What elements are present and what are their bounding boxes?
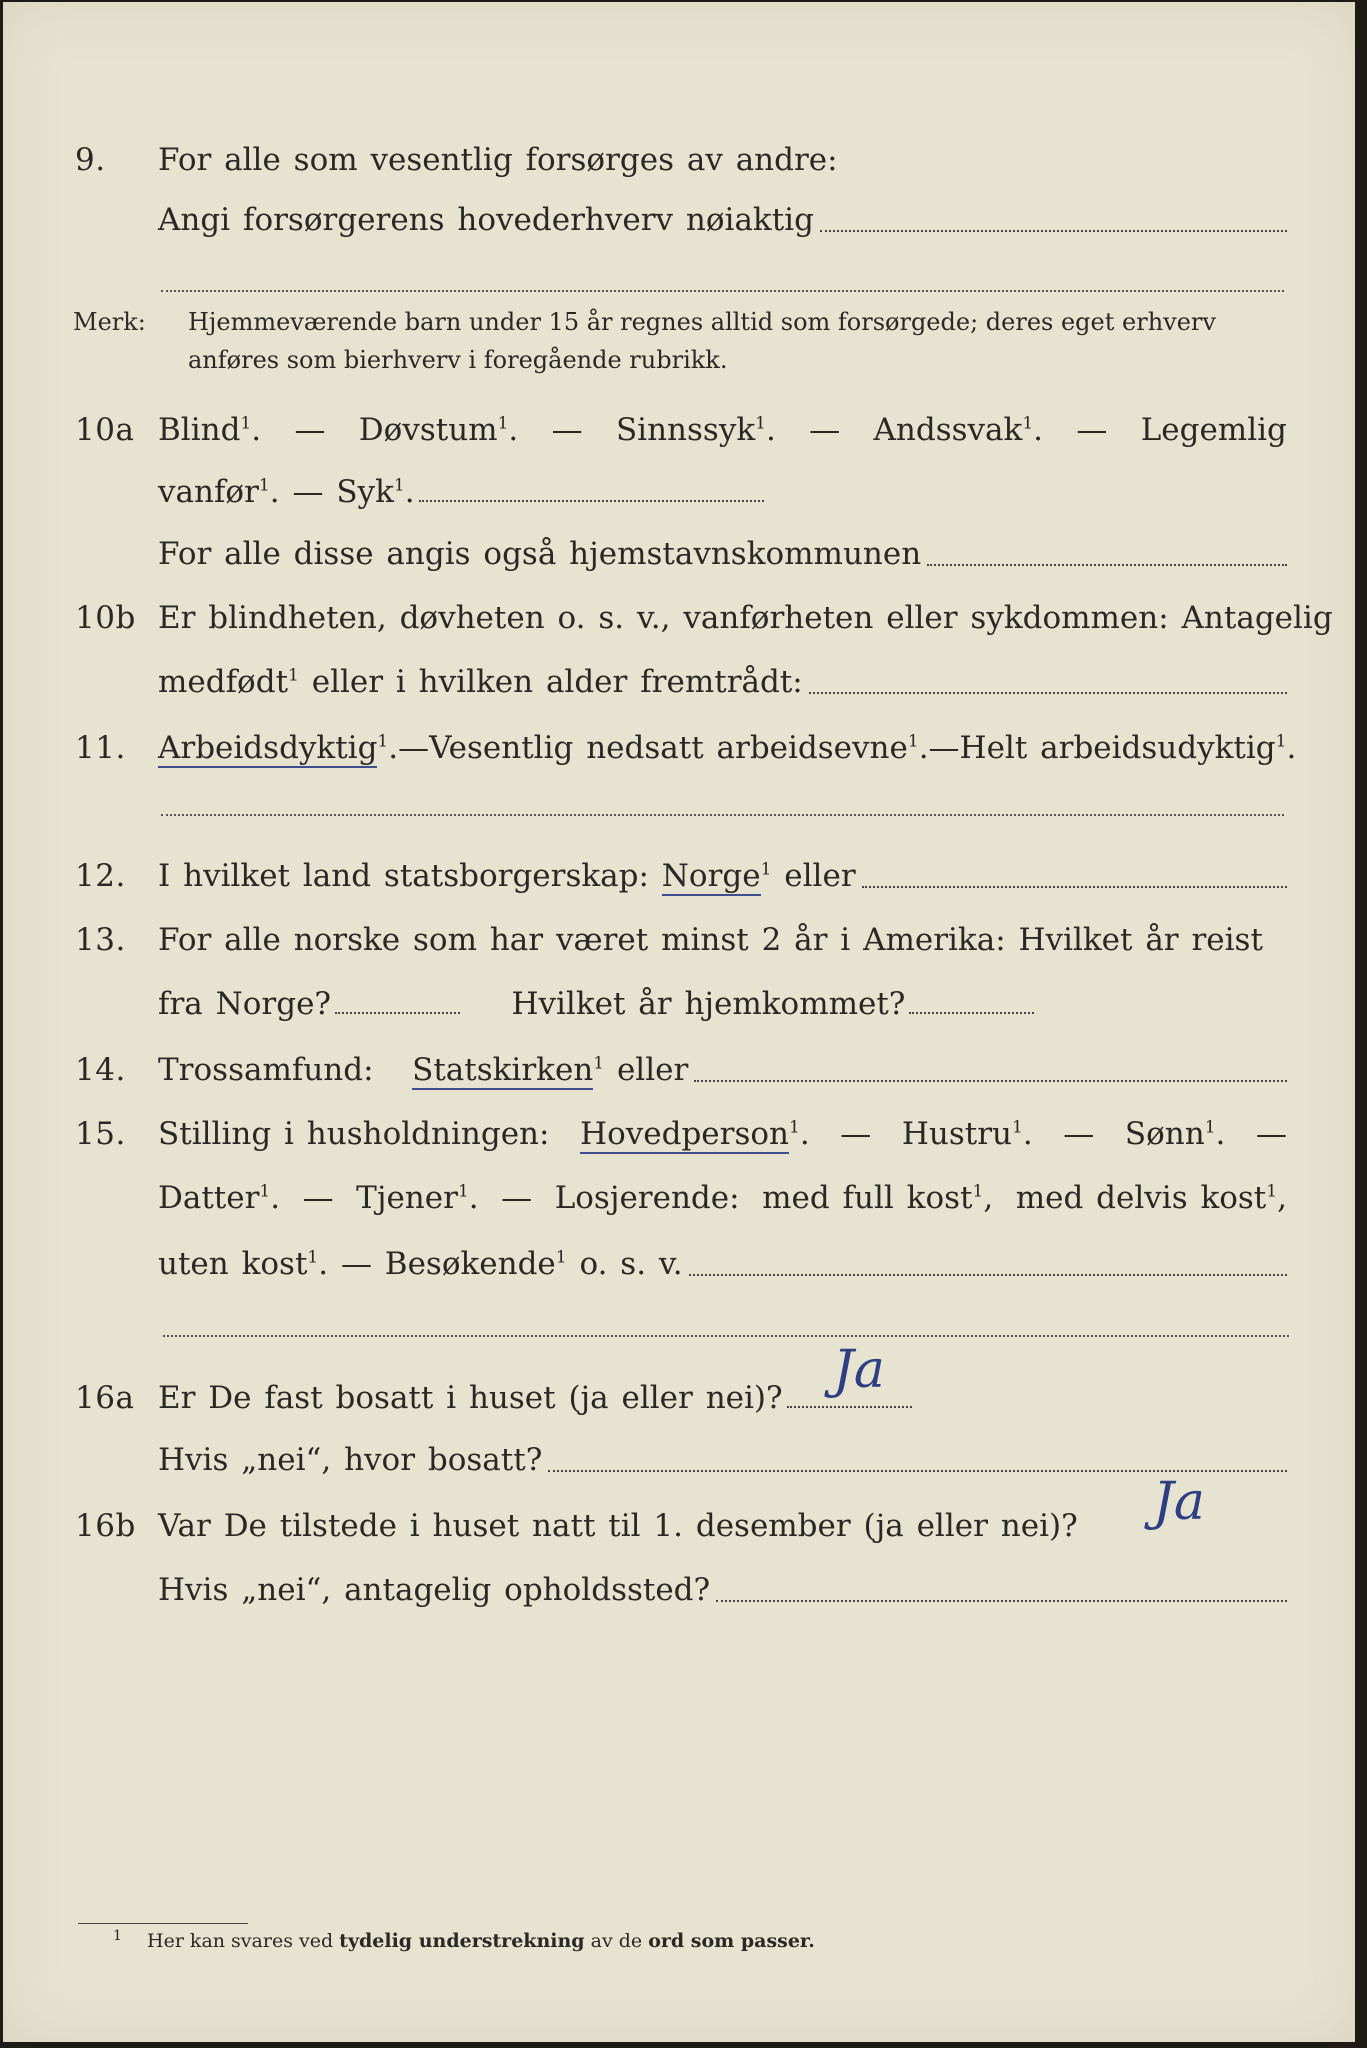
answer-line[interactable] xyxy=(335,1010,460,1014)
answer-line[interactable] xyxy=(163,1335,1289,1337)
census-form-page xyxy=(3,2,1355,2042)
answer-line[interactable] xyxy=(689,1244,1287,1276)
question-number: 11. xyxy=(75,730,126,766)
answer-line[interactable] xyxy=(716,1570,1287,1602)
question-15-line-2: Datter$^1$. — Tjener$^1$. — Losjerende: med full kost$^1$, med delvis kost$^1$, xyxy=(158,1180,1287,1216)
footnote: 1 Her kan svares ved tydelig understrekning av de ord som passer. xyxy=(113,1928,815,1952)
question-9 xyxy=(3,130,1355,190)
question-16b-line-2: Hvis „nei“, antagelig opholdssted? xyxy=(3,1560,1355,1620)
answer-line[interactable] xyxy=(820,200,1287,232)
question-10a: 10a Blind$^1$. — Døvstum$^1$. — Sinnssyk$^1$. — Andssvak$^1$. — Legemlig xyxy=(75,412,1287,448)
question-12: 12. I hvilket land statsborgerskap: Norge$^1$ eller xyxy=(3,846,1355,906)
question-text: For alle norske som har været minst 2 år i Amerika: Hvilket år reist xyxy=(158,922,1263,958)
question-13 xyxy=(3,910,1355,970)
answer-line[interactable] xyxy=(787,1404,912,1408)
question-number: 16a xyxy=(75,1380,135,1416)
question-number: 10b xyxy=(75,600,136,636)
answer-line[interactable] xyxy=(809,662,1287,694)
question-10b xyxy=(3,588,1355,648)
handwritten-answer-16b: Ja xyxy=(1153,1472,1205,1532)
question-16a: 16a Er De fast bosatt i huset (ja eller nei)? xyxy=(3,1368,1355,1428)
question-text: Angi forsørgerens hovederhverv nøiaktig xyxy=(158,202,814,238)
answer-line[interactable] xyxy=(862,856,1287,888)
question-text: For alle som vesentlig forsørges av andre: xyxy=(158,142,838,178)
question-10a-line-2: vanfør$^1$. — Syk$^1$. xyxy=(3,462,1355,522)
question-11: 11. Arbeidsdyktig$^1$. — Vesentlig nedsatt arbeidsevne$^1$. — Helt arbeidsudyktig$^1$. xyxy=(75,730,1297,766)
answer-line[interactable] xyxy=(161,814,1284,816)
note-text-line-1: Hjemmeværende barn under 15 år regnes alltid som forsørgede; deres eget erhverv xyxy=(188,308,1216,336)
handwritten-answer-16a: Ja xyxy=(833,1340,885,1400)
question-number: 13. xyxy=(75,922,126,958)
question-16a-line-2: Hvis „nei“, hvor bosatt? xyxy=(3,1430,1355,1490)
question-9-line-2 xyxy=(3,190,1355,250)
question-number: 12. xyxy=(75,858,126,894)
answer-line[interactable] xyxy=(927,534,1287,566)
question-number: 14. xyxy=(75,1052,126,1088)
question-10a-line-3: For alle disse angis også hjemstavnskommunen xyxy=(3,524,1355,584)
answer-line[interactable] xyxy=(419,498,764,502)
question-text: Var De tilstede i huset natt til 1. desember (ja eller nei)? xyxy=(158,1508,1078,1544)
answer-line[interactable] xyxy=(548,1440,1287,1472)
question-14: 14. Trossamfund: Statskirken$^1$ eller xyxy=(3,1040,1355,1100)
question-number: 9. xyxy=(75,142,106,178)
question-13-line-2: fra Norge? Hvilket år hjemkommet? xyxy=(3,974,1355,1034)
question-number: 15. xyxy=(75,1116,126,1152)
question-15: 15. Stilling i husholdningen: Hovedperson$^1$. — Hustru$^1$. — Sønn$^1$. — xyxy=(75,1116,1287,1152)
answer-line[interactable] xyxy=(161,290,1284,292)
question-text: Er blindheten, døvheten o. s. v., vanførheten eller sykdommen: Antagelig xyxy=(158,600,1333,636)
answer-line[interactable] xyxy=(694,1050,1287,1082)
note-label: Merk: xyxy=(73,308,146,336)
question-number: 16b xyxy=(75,1508,136,1544)
footnote-divider xyxy=(78,1923,248,1924)
question-10b-line-2: medfødt$^1$ eller i hvilken alder fremtrådt: xyxy=(3,652,1355,712)
question-15-line-3: uten kost$^1$. — Besøkende$^1$ o. s. v. xyxy=(3,1234,1355,1294)
note-text-line-2: anføres som bierhverv i foregående rubrikk. xyxy=(188,346,728,374)
question-number: 10a xyxy=(75,412,135,448)
answer-line[interactable] xyxy=(909,1010,1034,1014)
